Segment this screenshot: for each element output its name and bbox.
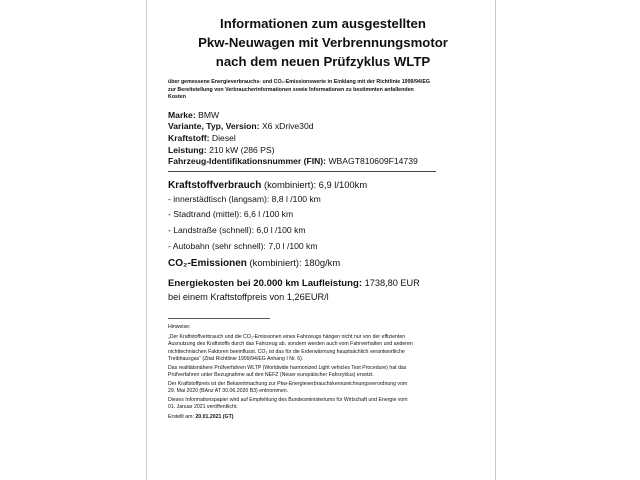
subtitle-line-1: über gemessene Energieverbrauchs- und CO₂-Emissionswerte in Einklang mit der Richtlinie 1999/94/EG	[168, 79, 430, 85]
fuel-value: Diesel	[211, 132, 236, 143]
consumption-heading	[168, 178, 478, 192]
make-value: BMW	[198, 109, 220, 120]
created-label: Erstellt am:	[168, 413, 194, 420]
vehicle-facts	[168, 110, 478, 168]
title-line-1: Informationen zum ausgestellten	[220, 16, 426, 31]
document-subtitle	[168, 79, 478, 102]
note-publication-line-1: Dieses Informationspapier wird auf Empfehlung des Bundesministeriums für Wirtschaft und Energie vom	[168, 396, 408, 403]
note-wltp-line-2: Prüfverfahren unter Bezugnahme auf den NEFZ (Neuer europäischer Fahrzyklus) ersetzt.	[168, 372, 374, 379]
notes-divider	[168, 318, 270, 319]
document-content	[168, 14, 478, 422]
vin-value: WBAGT810609F14739	[328, 156, 418, 167]
consumption-item-urban: - innerstädtisch (langsam): 8,8 l /100 km	[168, 193, 321, 204]
vin-row	[168, 156, 478, 168]
notes-heading: Hinweise:	[168, 324, 191, 331]
note-fuel-price-line-1: Der Kraftstoffpreis ist der Bekanntmachung zur Pkw-Energieverbrauchskennzeichnungsverordnung vom	[168, 380, 408, 387]
power-value: 210 kW (286 PS)	[209, 144, 275, 155]
power-row	[168, 145, 478, 157]
created-value: 20.01.2021 (GT)	[195, 413, 234, 420]
subtitle-line-2: zur Bereitstellung von Verbraucherinformationen sowie Informationen zu bestimmten anfallenden	[168, 86, 414, 93]
power-label: Leistung:	[168, 144, 207, 155]
energy-costs-line	[168, 277, 478, 291]
note-quote	[168, 334, 478, 364]
document-title	[168, 14, 478, 71]
consumption-label: Kraftstoffverbrauch	[168, 179, 262, 191]
co2-line	[168, 256, 478, 271]
variant-label: Variante, Typ, Version:	[168, 121, 260, 132]
consumption-combined: (kombiniert): 6,9 l/100km	[263, 178, 368, 190]
make-label: Marke:	[168, 109, 196, 120]
energy-costs-label: Energiekosten bei 20.000 km Laufleistung:	[168, 278, 363, 290]
variant-value: X6 xDrive30d	[261, 121, 314, 132]
co2-value: (kombiniert): 180g/km	[249, 257, 341, 269]
fuel-row	[168, 133, 478, 145]
variant-row	[168, 121, 478, 133]
consumption-list	[168, 192, 478, 254]
co2-label: CO₂-Emissionen	[168, 258, 247, 270]
fuel-label: Kraftstoff:	[168, 132, 210, 143]
section-divider	[168, 171, 436, 172]
note-wltp	[168, 365, 478, 380]
note-fuel-price	[168, 381, 478, 396]
title-line-2: Pkw-Neuwagen mit Verbrennungsmotor	[198, 35, 448, 50]
energy-costs	[168, 277, 478, 303]
notes-section	[168, 324, 478, 421]
note-publication-line-2: 01. Januar 2021 veröffentlicht.	[168, 404, 238, 411]
energy-costs-value: 1738,80 EUR	[364, 278, 420, 289]
note-quote-line-4: Treibhausgas“ (Zitat Richtlinie 1999/94/EG Anhang I Nr. 6).	[168, 356, 304, 363]
title-line-3: nach dem neuen Prüfzyklus WLTP	[215, 54, 431, 69]
vin-label: Fahrzeug-Identifikationsnummer (FIN):	[168, 156, 327, 167]
note-wltp-line-1: Das realitätsnähere Prüfverfahren WLTP (Worldwide harmonized Light vehicles Test Procedure) hat das	[168, 364, 407, 371]
note-quote-line-2: Ausnutzung des Kraftstoffs durch das Fahrzeug ab, sondern werden auch vom Fahrverhalten und anderen	[168, 341, 413, 348]
fuel-price-line: bei einem Kraftstoffpreis von 1,26EUR/l	[168, 291, 329, 302]
note-quote-line-3: nichttechnischen Faktoren beeinflusst. CO₂ ist das für die Erderwärmung hauptsächlich verantwortliche	[168, 348, 405, 355]
consumption-item-rural: - Landstraße (schnell): 6,0 l /100 km	[168, 224, 306, 235]
note-fuel-price-line-2: 29. Mai 2020 (BAnz AT 30.06.2020 B3) entnommen.	[168, 388, 289, 395]
note-publication	[168, 397, 478, 412]
consumption-item-suburban: - Stadtrand (mittel): 6,6 l /100 km	[168, 209, 294, 220]
make-row	[168, 110, 478, 122]
subtitle-line-3: Kosten	[168, 94, 186, 101]
consumption-item-motorway: - Autobahn (sehr schnell): 7,0 l /100 km	[168, 240, 318, 251]
note-quote-line-1: „Der Kraftstoffverbrauch und die CO₂-Emissionen eines Fahrzeugs hängen nicht nur von der effizienten	[168, 333, 406, 340]
created-line	[168, 414, 478, 422]
